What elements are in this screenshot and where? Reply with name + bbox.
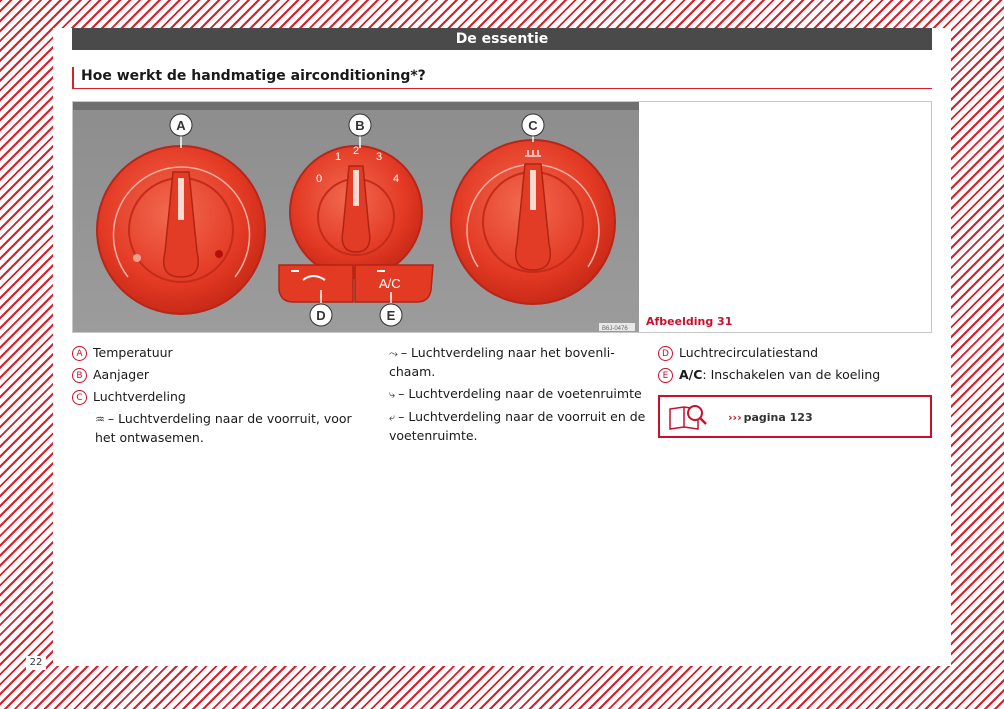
temperature-knob[interactable] [97,146,265,314]
fan-speed-knob[interactable] [290,145,422,278]
figure [72,101,932,333]
legend-text-dist-windshield-foot: – Luchtverdeling naar de voorruit en de voetenruimte. [389,409,646,443]
chapter-header: De essentie [72,28,932,50]
legend-item-a [72,344,362,362]
climate-control-photo [73,102,639,332]
reference-text: pagina 123 [743,411,813,424]
page-reference-box[interactable] [658,395,932,438]
legend-dist-upper [389,344,649,381]
legend-text-dist-foot: – Luchtverdeling naar de voetenruimte [398,386,642,401]
legend-item-b [72,366,362,384]
fan-scale-1: 1 [335,151,342,163]
legend-label-e: A/C [679,367,703,382]
legend-letter-c: C [72,390,87,405]
legend-dist-windshield-foot [389,408,649,445]
legend-letter-d: D [658,346,673,361]
legend-column-3 [658,344,938,388]
page-number: 22 [26,656,46,670]
ac-button-label: A/C [379,276,401,291]
legend-item-c [72,388,362,406]
air-distribution-knob[interactable] [451,140,615,304]
legend-text-c: Luchtverdeling [93,389,186,404]
section-title: Hoe werkt de handmatige airconditioning*? [81,68,426,84]
footwell-vent-icon: ⤷ [389,388,396,401]
page-reference-link[interactable] [728,411,813,424]
legend-text-b: Aanjager [93,367,150,382]
svg-text:B: B [355,118,365,133]
legend-letter-b: B [72,368,87,383]
legend-text-a: Temperatuur [93,345,173,360]
legend-letter-e: E [658,368,673,383]
book-search-icon [668,403,710,431]
legend-text-d: Luchtrecirculatiestand [679,345,819,360]
page [53,28,951,666]
svg-text:D: D [316,308,326,323]
fan-scale-2: 2 [353,145,360,157]
fan-scale-3: 3 [376,151,383,163]
svg-text:C: C [528,118,538,133]
legend-letter-a: A [72,346,87,361]
legend-text-dist-upper: – Luchtverdeling naar het bovenlichaam. [389,345,615,379]
figure-caption: Afbeelding 31 [646,315,733,328]
section-heading [72,67,932,89]
upper-body-vent-icon: ⤳ [389,347,398,360]
reference-arrows: ››› [728,411,742,424]
defrost-icon: ♒ [95,413,105,426]
fan-scale-0: 0 [316,173,323,185]
svg-text:E: E [386,308,396,323]
legend-column-1 [72,344,362,451]
recirculation-button[interactable] [279,265,353,302]
svg-text:A: A [176,118,186,133]
legend-item-d [658,344,938,362]
legend-item-e [658,366,938,384]
ac-button[interactable] [355,265,433,302]
legend-column-2 [389,344,649,449]
legend-text-e: : Inschakelen van de koeling [702,367,881,382]
fan-scale-4: 4 [393,173,400,185]
legend-text-defrost: – Luchtverdeling naar de voorruit, voor het ontwasemen. [95,411,352,445]
figure-code: B6J-0476 [602,326,628,332]
legend-sub-defrost [72,410,362,447]
legend-dist-foot [389,385,649,404]
windshield-footwell-vent-icon: ⤶ [389,411,396,424]
